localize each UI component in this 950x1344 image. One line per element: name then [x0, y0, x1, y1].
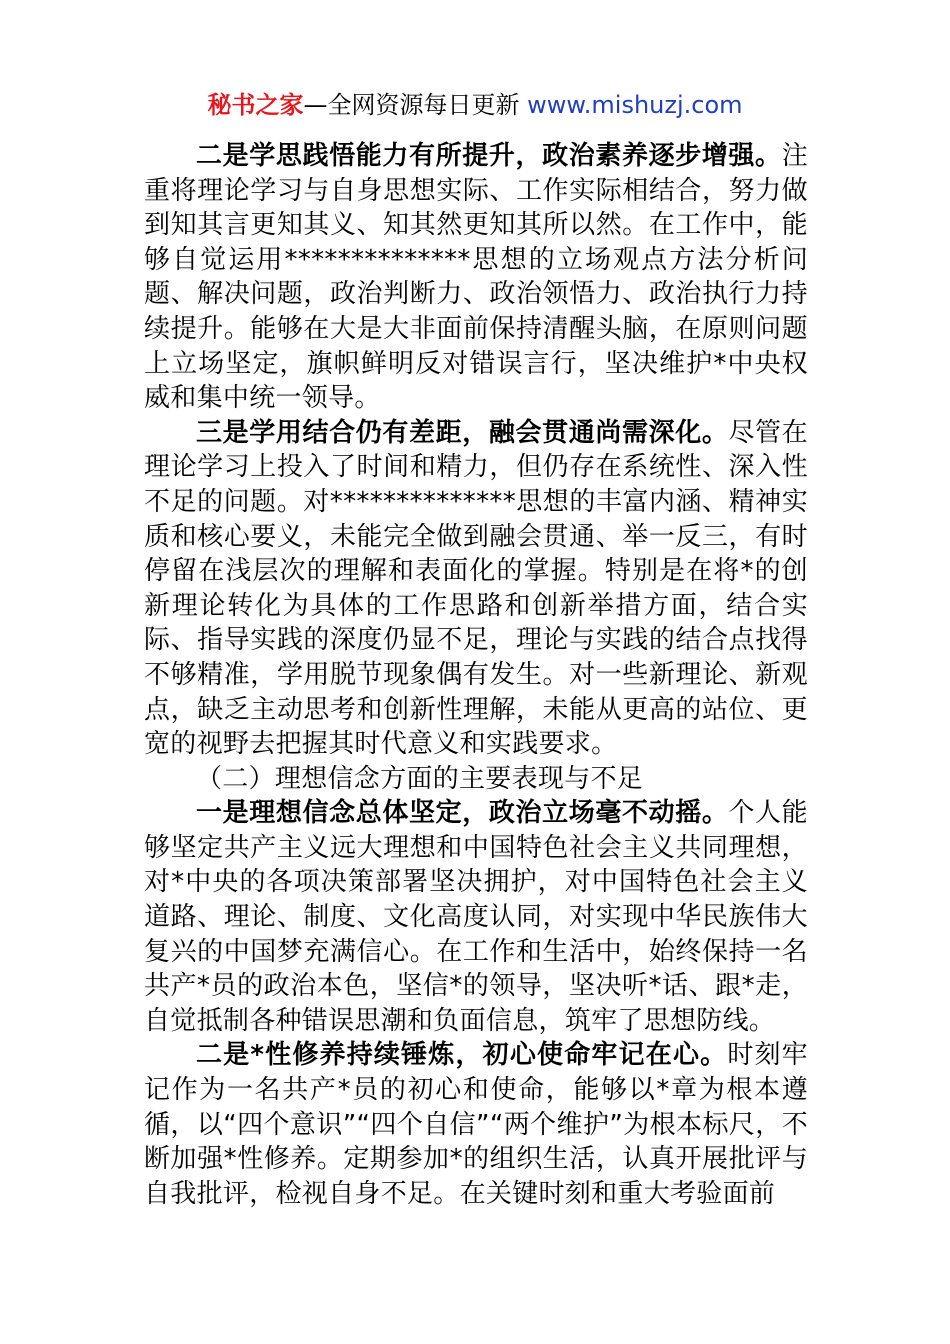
document-body [144, 139, 808, 1211]
paragraph-lead: 一是理想信念总体坚定，政治立场毫不动摇。 [196, 798, 729, 829]
page-header [0, 88, 950, 122]
paragraph-text: 个人能够坚定共产主义远大理想和中国特色社会主义共同理想，对*中央的各项决策部署坚决拥护，对中国特色社会主义道路、理论、制度、文化高度认同，对实现中华民族伟大复兴的中国梦充满信心。在工作和生活中，始终保持一名共产*员的政治本色，坚信*的领导，坚决听*话、跟*走，自觉抵制各种错误思潮和负面信息，筑牢了思想防线。 [144, 798, 808, 1036]
paragraph-lead: 二是*性修养持续锤炼，初心使命牢记在心。 [196, 1040, 728, 1071]
section-heading-text: （二）理想信念方面的主要表现与不足 [196, 763, 644, 794]
paragraph [144, 139, 808, 416]
paragraph-text: 时刻牢记作为一名共产*员的初心和使命，能够以*章为根本遵循，以“四个意识”“四个自信”“两个维护”为根本标尺，不断加强*性修养。定期参加*的组织生活，认真开展批评与自我批评，检视自身不足。在关键时刻和重大考验面前 [144, 1040, 808, 1209]
paragraph-lead: 二是学思践悟能力有所提升，政治素养逐步增强。 [196, 141, 782, 171]
paragraph [144, 796, 808, 1038]
header-tagline: —全网资源每日更新 [303, 91, 520, 119]
paragraph-text: 注重将理论学习与自身思想实际、工作实际相结合，努力做到知其言更知其义、知其然更知其所以然。在工作中，能够自觉运用**************思想的立场观点方法分析问题、解决问题，政治判断力、政治领悟力、政治执行力持续提升。能够在大是大非面前保持清醒头脑，在原则问题上立场坚定，旗帜鲜明反对错误言行，坚决维护*中央权威和集中统一领导。 [144, 141, 808, 414]
section-heading [144, 762, 808, 797]
header-brand: 秘书之家 [207, 91, 304, 119]
header-url: www.mishuzj.com [527, 91, 743, 119]
paragraph-text: 尽管在理论学习上投入了时间和精力，但仍存在系统性、深入性不足的问题。对**************思想的丰富内涵、精神实质和核心要义，未能完全做到融会贯通、举一反三，有时停留在浅层次的理解和表面化的掌握。特别是在将*的创新理论转化为具体的工作思路和创新举措方面，结合实际、指导实践的深度仍显不足，理论与实践的结合点找得不够精准，学用脱节现象偶有发生。对一些新理论、新观点，缺乏主动思考和创新性理解，未能从更高的站位、更宽的视野去把握其时代意义和实践要求。 [144, 417, 808, 760]
paragraph [144, 416, 808, 762]
paragraph [144, 1038, 808, 1211]
paragraph-lead: 三是学用结合仍有差距，融会贯通尚需深化。 [196, 417, 729, 448]
